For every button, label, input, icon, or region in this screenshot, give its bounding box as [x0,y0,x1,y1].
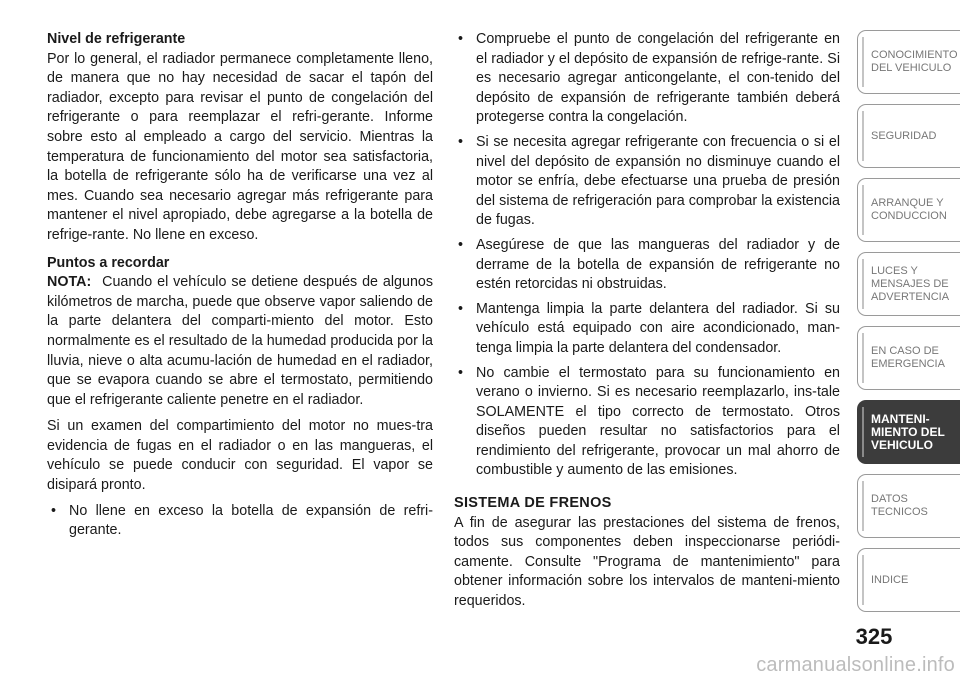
tab-arranque-y-conduccion[interactable]: ARRANQUE Y CONDUCCION [857,178,960,242]
brake-system-body: A fin de asegurar las prestaciones del sistema de frenos, todos sus componentes deben inspeccionarse periódi-camente. Consulte "Programa de mantenimiento" para obtener información sobre los intervalos de manteni-miento requeridos. [454,514,840,610]
list-item: • Compruebe el punto de congelación del refrigerante en el radiador y el depósito de expansión de refrige-rante. Si es necesario agregar anticongelante, el con-tenido del depósito de expansión de refrigerante también deberá protegerse contra la congelación. [454,30,840,128]
tab-conocimiento-del-vehiculo[interactable]: CONOCIMIENTO DEL VEHICULO [857,30,960,94]
tab-datos-tecnicos[interactable]: DATOS TECNICOS [857,474,960,538]
tab-indice[interactable]: INDICE [857,548,960,612]
tab-mantenimiento-del-vehiculo[interactable]: MANTENI- MIENTO DEL VEHICULO [857,400,960,464]
points-to-remember-heading: Puntos a recordar [47,254,170,271]
page-number: 325 [855,624,893,649]
watermark-text: carmanualsonline.info [756,654,955,676]
tab-seguridad[interactable]: SEGURIDAD [857,104,960,168]
left-bullet-list [47,502,433,541]
coolant-level-heading: Nivel de refrigerante [47,31,186,47]
list-item: • Asegúrese de que las mangueras del radiador y de derrame de la botella de expansión de refrigerante no estén retorcidas ni obstruidas. [454,236,840,295]
note-paragraph [47,273,433,410]
tab-luces-y-mensajes[interactable]: LUCES Y MENSAJES DE ADVERTENCIA [857,252,960,316]
right-column [454,30,840,612]
note-label: NOTA: [47,274,92,291]
list-item: • Si se necesita agregar refrigerante con frecuencia o si el nivel del depósito de expansión no disminuye cuando el motor se enfría, debe efectuarse una prueba de presión del sistema de refrigeración para comprobar la existencia de fugas. [454,133,840,231]
coolant-level-body: Por lo general, el radiador permanece completamente lleno, de manera que no hay necesidad de sacar el tapón del radiador, excepto para revisar el punto de congelación del refrigerante o para reemplazar el refri-gerante. Informe sobre esto al empleado a cargo del servicio. Mientras la temperatura de funcionamiento del motor sea satisfactoria, la botella de refrigerante sólo ha de verificarse una vez al mes. Cuando sea necesario agregar más refrigerante para mantener el nivel apropiado, debe agregarse a la botella de refrige-rante. No llene en exceso. [47,50,433,243]
right-bullet-list [454,30,840,481]
list-item: • Mantenga limpia la parte delantera del radiador. Si su vehículo está equipado con aire acondicionado, man-tenga limpia la parte delantera del condensador. [454,300,840,359]
left-column [47,30,433,541]
note-text: Cuando el vehículo se detiene después de algunos kilómetros de marcha, puede que observe vapor saliendo de la parte delantera del comparti-miento del motor. Esto normalmente es el resultado de la humedad producida por la lluvia, nieve o alta acumu-lación de humedad en el radiador, que se evapora cuando se abre el termostato, permitiendo que el refrigerante caliente penetre en el radiador. [47,274,433,408]
list-item: • No cambie el termostato para su funcionamiento en verano o invierno. Si es necesario reemplazarlo, ins-tale SOLAMENTE el tipo correcto de termostato. Otros diseños pueden resultar no satisfactorios para el rendimiento del refrigerante, provocar un mal ahorro de combustible y aumento de las emisiones. [454,364,840,482]
inspection-paragraph: Si un examen del compartimiento del motor no mues-tra evidencia de fugas en el radiador o en las mangueras, el vehículo se puede conducir con seguridad. El vapor se disipará pronto. [47,418,433,494]
tab-en-caso-de-emergencia[interactable]: EN CASO DE EMERGENCIA [857,326,960,390]
list-item: • No llene en exceso la botella de expansión de refri-gerante. [47,502,433,541]
brake-system-heading: SISTEMA DE FRENOS [454,495,612,512]
chapter-tabs [857,30,960,622]
